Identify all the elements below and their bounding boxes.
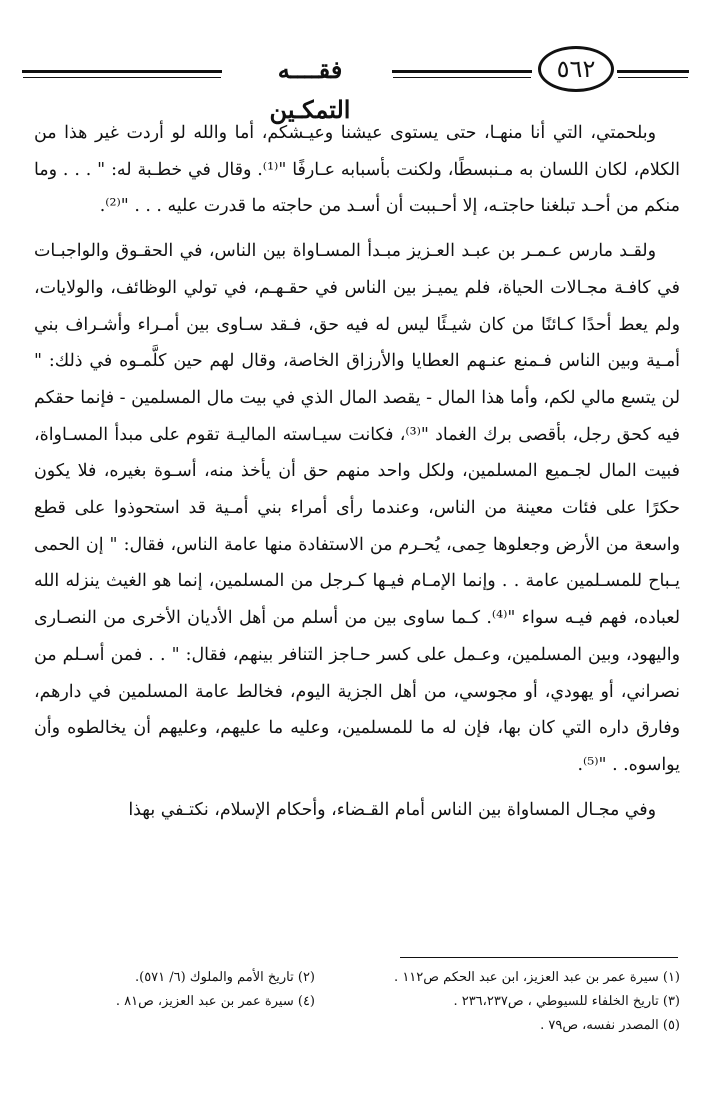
footnote-3: (٣) تاريخ الخلفاء للسيوطي ، ص٢٣٦،٢٣٧ .	[453, 994, 680, 1009]
footnote-row	[60, 990, 680, 1014]
footnote-5: (٥) المصدر نفسه، ص٧٩ .	[540, 1018, 680, 1033]
body-text	[34, 115, 680, 828]
page-number: ٥٦٢	[538, 46, 614, 92]
footnotes	[60, 966, 680, 1038]
footnote-4: (٤) سيرة عمر بن عبد العزيز، ص٨١ .	[115, 994, 315, 1009]
header-rule-middle	[392, 70, 532, 73]
footnote-row	[60, 966, 680, 990]
book-title: فقــــه التمكـين	[269, 55, 351, 124]
page-header	[20, 42, 688, 124]
paragraph: ولقـد مارس عـمـر بن عبـد العـزيز مبـدأ المسـاواة بين الناس، في الحقـوق والواجبـات في كافـة مجـالات الحياة، فلم يميـز بين الناس في حقـهـم، في تولي الوظائف، والولايات، ولم يعط أحدًا كـائنًا من كان شيـئًا ليس له فيه حق، فـقد سـاوى بين أمـراء وأشـراف بني أمـية وبين الناس فـمنع عنـهم العطايا والأرزاق الخاصة، وقال لهم حين كلَّمـوه في ذلك: " لن يتسع مالي لكم، وأما هذا المال - يقصد المال الذي في بيت مال المسلمين - فإنما حقكم فيه كحق رجل، بأقصى برك الغماد "⁽³⁾، فكانت سيـاسته الماليـة تقوم على مبدأ المسـاواة، فبيت المال لجـميع المسلمين، ولكل واحد منهم حق أن يأخذ منه، أسـوة بغيره، فلا يكون حكرًا على فئات معينة من الناس، وعندما رأى أمراء بني أمـية قد استحوذوا على قطع واسعة من الأرض وجعلوها حِمى، يُحـرم من الاستفادة منها عامة الناس، فقال: " إن الحمى يـباح للمسـلمين عامة . . وإنما الإمـام فيـها كـرجل من المسلمين، إنما هو الغيث ينزله الله لعباده، فهم فيـه سواء "⁽⁴⁾. كـما ساوى بين من أسلم من أهل الأديان الأخرى من النصـارى واليهود، وبين المسلمين، وعـمل على كسر حـاجز التنافر بينهم، فقال: " . . فمن أسـلم من نصراني، أو يهودي، أو مجوسي، من أهل الجزية اليوم، فخالط عامة المسلمين في دارهم، وفارق داره التي كان بها، فإن له ما للمسلمين، وعليه ما عليهم، وعليهم أن يخالطوه وأن يواسوه. . "⁽⁵⁾.	[34, 241, 680, 775]
footnote-2: (٢) تاريخ الأمم والملوك (٦/ ٥٧١).	[134, 970, 315, 985]
footnote-row	[60, 1014, 680, 1038]
header-rule-left	[22, 70, 222, 73]
footnote-1: (١) سيرة عمر بن عبد العزيز، ابن عبد الحكم ص١١٢ .	[394, 970, 680, 985]
paragraph: وفي مجـال المساواة بين الناس أمام القـضاء، وأحكام الإسلام، نكتـفي بهذا	[128, 799, 656, 820]
paragraph: وبلحمتي، التي أنا منهـا، حتى يستوى عيشنا وعيـشكم، أما والله لو أردت غير هذا من الكلام، لكان اللسان به مـنبسطًا، ولكنت بأسبابه عـارفًا "⁽¹⁾. وقال في خطـبة له: " . . . وما منكم من أحـد تبلغنا حاجتـه، إلا أحـببت أن أسـد من حاجته ما قدرت عليه . . . "⁽²⁾.	[34, 123, 680, 217]
header-rule-right	[617, 70, 689, 73]
footnote-separator	[400, 957, 678, 958]
